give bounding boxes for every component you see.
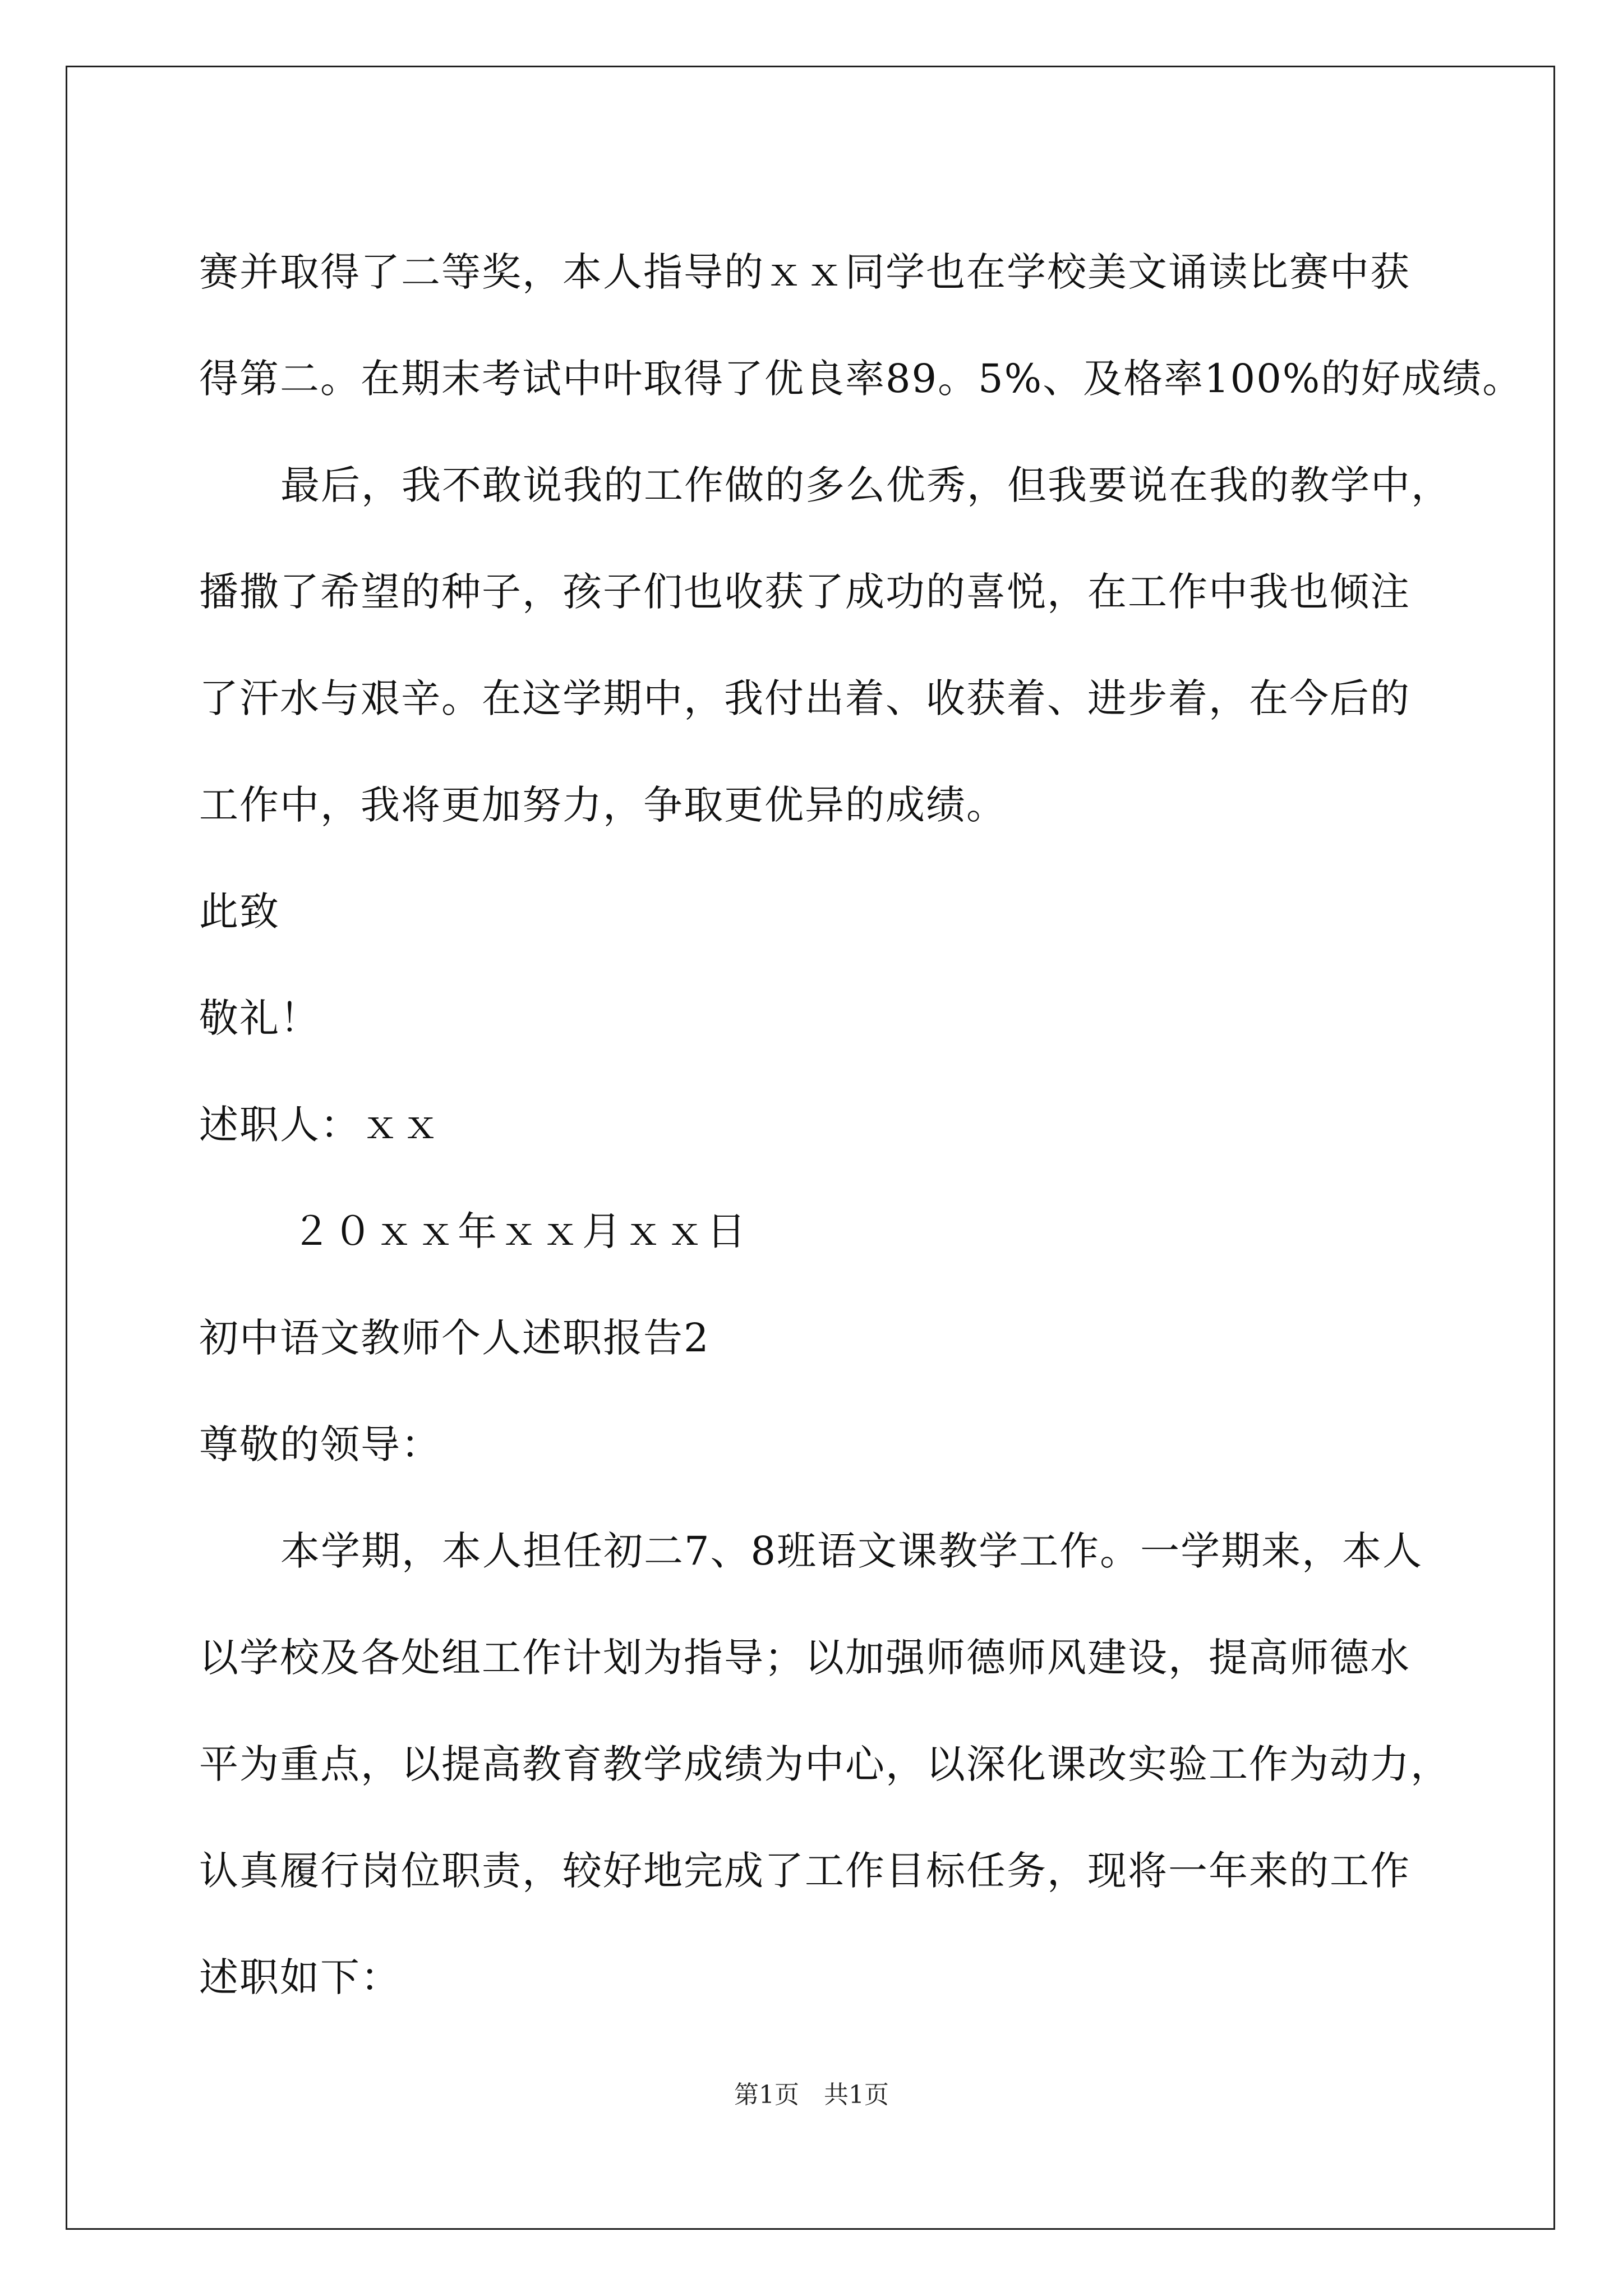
date-line: ２０ｘｘ年ｘｘ月ｘｘ日 <box>292 1208 748 1254</box>
closing-salutation: 此致 <box>199 889 280 935</box>
paragraph-start-line: 本学期，本人担任初二7、8班语文课教学工作。一学期来，本人 <box>280 1528 1423 1574</box>
text-line: 平为重点，以提高教育教学成绩为中心，以深化课改实验工作为动力， <box>199 1741 1451 1787</box>
greeting-line: 尊敬的领导： <box>199 1421 441 1467</box>
text-line: 播撒了希望的种子，孩子们也收获了成功的喜悦，在工作中我也倾注 <box>199 569 1410 615</box>
text-line: 得第二。在期末考试中叶取得了优良率89。5%、及格率100%的好成绩。 <box>199 356 1523 402</box>
text-line: 工作中，我将更加努力，争取更优异的成绩。 <box>199 782 1007 828</box>
text-line: 赛并取得了二等奖，本人指导的ｘｘ同学也在学校美文诵读比赛中获 <box>199 249 1410 295</box>
page-number: 第1页 共1页 <box>734 2081 889 2109</box>
closing-regards: 敬礼！ <box>199 995 320 1041</box>
text-line: 了汗水与艰辛。在这学期中，我付出着、收获着、进步着，在今后的 <box>199 675 1410 721</box>
signature-line: 述职人：ｘｘ <box>199 1102 441 1148</box>
paragraph-start-line: 最后，我不敢说我的工作做的多么优秀，但我要说在我的教学中， <box>280 462 1451 508</box>
text-line: 以学校及各处组工作计划为指导；以加强师德师风建设，提高师德水 <box>199 1635 1410 1681</box>
section-title: 初中语文教师个人述职报告2 <box>199 1315 710 1361</box>
document-body <box>199 219 1523 2031</box>
text-line: 述职如下： <box>199 1954 401 2000</box>
text-line: 认真履行岗位职责，较好地完成了工作目标任务，现将一年来的工作 <box>199 1848 1410 1894</box>
